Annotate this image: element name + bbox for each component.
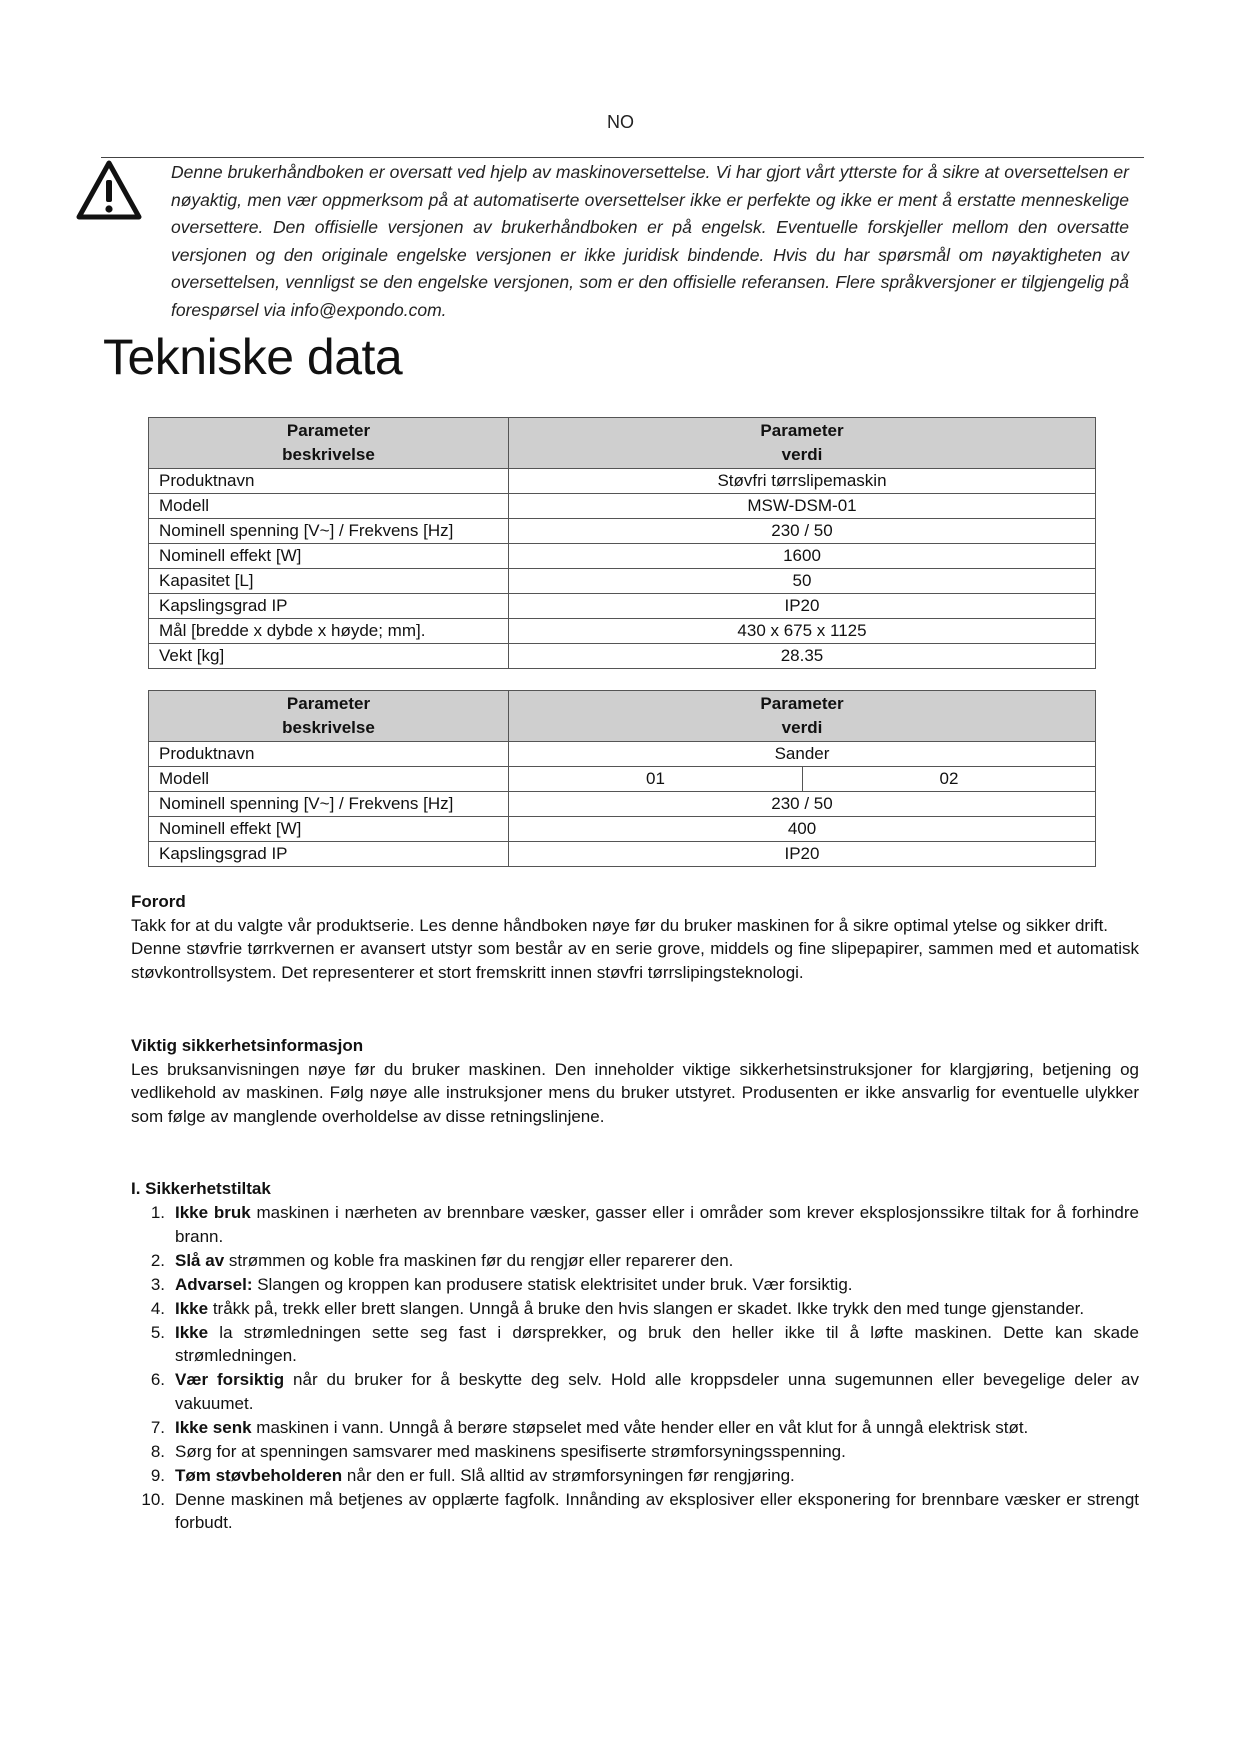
list-item xyxy=(131,1368,1139,1415)
item-number: 8. xyxy=(150,1441,165,1461)
list-item xyxy=(131,1249,1139,1273)
item-text xyxy=(175,1488,1139,1535)
row-value: MSW-DSM-01 xyxy=(509,494,1096,519)
item-number: 5. xyxy=(150,1322,165,1342)
list-item xyxy=(131,1321,1139,1368)
table-row xyxy=(149,544,1096,569)
item-number: 4. xyxy=(150,1298,165,1318)
item-body: når du bruker for å beskytte deg selv. Hold alle kroppsdeler unna sugemunnen eller bevegelige deler av vakuumet. xyxy=(175,1370,1140,1413)
list-item xyxy=(131,1273,1139,1297)
item-text xyxy=(175,1273,1139,1297)
row-value: Sander xyxy=(509,742,1096,767)
item-number: 7. xyxy=(150,1417,165,1437)
row-label: Mål [bredde x dybde x høyde; mm]. xyxy=(149,619,509,644)
header-line: beskrivelse xyxy=(282,718,375,737)
table-row xyxy=(149,767,1096,792)
row-label: Kapasitet [L] xyxy=(149,569,509,594)
item-emphasis: Ikke xyxy=(175,1322,209,1342)
table-header-row xyxy=(149,418,1096,469)
header-line: Parameter xyxy=(760,421,844,440)
item-text xyxy=(175,1440,1139,1464)
item-number: 3. xyxy=(150,1274,165,1294)
table-row xyxy=(149,519,1096,544)
table-row xyxy=(149,469,1096,494)
row-label: Produktnavn xyxy=(149,469,509,494)
column-header-value xyxy=(509,418,1096,469)
foreword-paragraph: Takk for at du valgte vår produktserie. Les denne håndboken nøye før du bruker maskinen for å sikre optimal ytelse og sikker drift. xyxy=(131,915,1109,935)
safety-measures-list xyxy=(131,1201,1139,1535)
header-line: verdi xyxy=(781,718,823,737)
column-header-description xyxy=(149,418,509,469)
list-item xyxy=(131,1440,1139,1464)
item-text xyxy=(175,1464,1139,1488)
item-body: maskinen i nærheten av brennbare væsker, gasser eller i områder som krever eksplosjonssikre tiltak for å forhindre brann. xyxy=(175,1203,1139,1246)
item-emphasis: Ikke senk xyxy=(175,1417,252,1437)
item-text xyxy=(175,1297,1139,1321)
item-number: 1. xyxy=(150,1203,165,1222)
row-label: Kapslingsgrad IP xyxy=(149,594,509,619)
table-row xyxy=(149,792,1096,817)
list-item xyxy=(131,1416,1139,1440)
translation-disclaimer: Denne brukerhåndboken er oversatt ved hjelp av maskinoversettelse. Vi har gjort vårt ytterste for å sikre at oversettelsen er nøyaktig, men vær oppmerksom på at automatiserte oversettelser ikke er perfekte og ikke er ment å erstatte menneskelige oversettere. Den offisielle versjonen av brukerhåndboken er på engelsk. Eventuelle forskjeller mellom den oversatte versjonen og den originale engelske versjonen er ikke juridisk bindende. Hvis du har spørsmål om nøyaktigheten av oversettelsen, vennligst se den engelske versjonen, som er den offisielle referansen. Flere språkversjoner er tilgjengelig på forespørsel via info@expondo.com. xyxy=(171,162,1129,320)
header-line: beskrivelse xyxy=(282,445,375,464)
row-label: Vekt [kg] xyxy=(149,644,509,669)
item-emphasis: Ikke bruk xyxy=(175,1203,251,1222)
table-row xyxy=(149,842,1096,867)
item-number: 2. xyxy=(150,1250,165,1270)
section-title: Tekniske data xyxy=(103,329,403,385)
safety-info-section xyxy=(131,1034,1139,1128)
row-value: IP20 xyxy=(509,842,1096,867)
item-body: Slangen og kroppen kan produsere statisk elektrisitet under bruk. Vær forsiktig. xyxy=(252,1274,853,1294)
header-line: verdi xyxy=(781,445,823,464)
row-label: Nominell effekt [W] xyxy=(149,817,509,842)
column-header-value xyxy=(509,691,1096,742)
item-number: 9. xyxy=(150,1465,165,1485)
item-text xyxy=(175,1416,1139,1440)
list-item xyxy=(131,1488,1139,1535)
row-value: 430 x 675 x 1125 xyxy=(509,619,1096,644)
row-value: 1600 xyxy=(509,544,1096,569)
table-row xyxy=(149,594,1096,619)
safety-measures-heading: I. Sikkerhetstiltak xyxy=(131,1179,271,1198)
table-row xyxy=(149,569,1096,594)
table-header-row xyxy=(149,691,1096,742)
safety-measures-section xyxy=(131,1177,1139,1201)
item-body: tråkk på, trekk eller brett slangen. Unngå å bruke den hvis slangen er skadet. Ikke trykk den med tunge gjenstander. xyxy=(208,1298,1085,1318)
foreword-section xyxy=(131,890,1139,984)
item-emphasis: Slå av xyxy=(175,1250,225,1270)
row-value-model-b: 02 xyxy=(803,767,1096,792)
item-body: strømmen og koble fra maskinen før du rengjør eller reparerer den. xyxy=(224,1250,734,1270)
header-line: Parameter xyxy=(286,421,371,440)
item-text xyxy=(175,1321,1139,1368)
item-emphasis: Tøm støvbeholderen xyxy=(175,1465,343,1485)
row-value: Støvfri tørrslipemaskin xyxy=(509,469,1096,494)
item-text xyxy=(175,1201,1139,1248)
row-value: 400 xyxy=(509,817,1096,842)
item-emphasis: Vær forsiktig xyxy=(175,1370,285,1389)
item-body: Denne maskinen må betjenes av opplærte fagfolk. Innånding av eksplosiver eller eksponering for brennbare væsker er strengt forbudt. xyxy=(175,1489,1139,1532)
item-body: når den er full. Slå alltid av strømforsyningen før rengjøring. xyxy=(342,1465,795,1485)
row-label: Kapslingsgrad IP xyxy=(149,842,509,867)
spec-table-machine xyxy=(148,417,1096,669)
item-emphasis: Ikke xyxy=(175,1298,209,1318)
foreword-heading: Forord xyxy=(131,892,186,911)
table-row xyxy=(149,817,1096,842)
column-header-description xyxy=(149,691,509,742)
row-value-model-a: 01 xyxy=(509,767,803,792)
row-label: Modell xyxy=(149,767,509,792)
row-label: Produktnavn xyxy=(149,742,509,767)
item-number: 10. xyxy=(141,1489,165,1509)
safety-info-heading: Viktig sikkerhetsinformasjon xyxy=(131,1036,364,1055)
item-text xyxy=(175,1368,1139,1415)
item-body: maskinen i vann. Unngå å berøre støpselet med våte hender eller en våt klut for å unngå elektrisk støt. xyxy=(251,1417,1029,1437)
table-row xyxy=(149,494,1096,519)
item-body: la strømledningen sette seg fast i dørsprekker, og bruk den heller ikke til å løfte maskinen. Dette kan skade strømledningen. xyxy=(175,1322,1139,1365)
list-item xyxy=(131,1464,1139,1488)
header-line: Parameter xyxy=(760,694,844,713)
spec-table-sander xyxy=(148,690,1096,867)
item-number: 6. xyxy=(150,1370,165,1389)
warning-triangle-icon xyxy=(76,160,142,220)
item-text xyxy=(175,1249,1139,1273)
row-value: 230 / 50 xyxy=(509,519,1096,544)
item-emphasis: Advarsel: xyxy=(175,1274,253,1294)
header-line: Parameter xyxy=(286,694,371,713)
header-divider xyxy=(101,157,1144,158)
table-row xyxy=(149,619,1096,644)
page-language-code: NO xyxy=(607,112,634,132)
row-label: Modell xyxy=(149,494,509,519)
row-value: 50 xyxy=(509,569,1096,594)
foreword-paragraph: Denne støvfrie tørrkvernen er avansert utstyr som består av en serie grove, middels og fine slipepapirer, sammen med et automatisk støvkontrollsystem. Det representerer et stort fremskritt innen støvfri tørrslipingsteknologi. xyxy=(131,939,1139,982)
table-row xyxy=(149,742,1096,767)
item-body: Sørg for at spenningen samsvarer med maskinens spesifiserte strømforsyningsspenning. xyxy=(175,1441,846,1461)
row-label: Nominell spenning [V~] / Frekvens [Hz] xyxy=(149,519,509,544)
row-value: 230 / 50 xyxy=(509,792,1096,817)
table-row xyxy=(149,644,1096,669)
row-label: Nominell spenning [V~] / Frekvens [Hz] xyxy=(149,792,509,817)
row-value: IP20 xyxy=(509,594,1096,619)
row-label: Nominell effekt [W] xyxy=(149,544,509,569)
list-item xyxy=(131,1201,1139,1248)
list-item xyxy=(131,1297,1139,1321)
row-value: 28.35 xyxy=(509,644,1096,669)
safety-info-paragraph: Les bruksanvisningen nøye før du bruker maskinen. Den inneholder viktige sikkerhetsinstruksjoner for klargjøring, betjening og vedlikehold av maskinen. Følg nøye alle instruksjoner mens du bruker utstyret. Produsenten er ikke ansvarlig for eventuelle ulykker som følge av manglende overholdelse av disse retningslinjene. xyxy=(131,1059,1139,1126)
